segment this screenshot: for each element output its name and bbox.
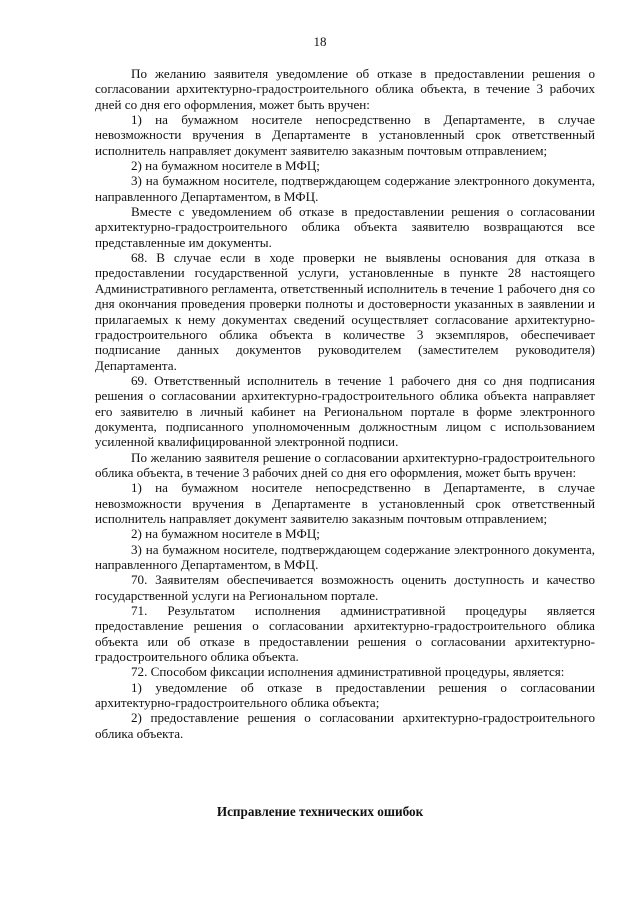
paragraph-72: 72. Способом фиксации исполнения административной процедуры, является: <box>131 664 565 680</box>
paragraph-option-1: 1) на бумажном носителе непосредственно в Департаменте, в случае невозможности вручения в Департаменте в установленный срок ответственный исполнитель направляет документ заявителю заказным почтовым отправлением; <box>95 112 595 158</box>
paragraph-option-2-repeat: 2) на бумажном носителе в МФЦ; <box>131 526 320 542</box>
paragraph-option-3: 3) на бумажном носителе, подтверждающем содержание электронного документа, направленного Департаментом, в МФЦ. <box>95 173 595 204</box>
document-body <box>95 66 595 741</box>
paragraph-option-3-repeat: 3) на бумажном носителе, подтверждающем содержание электронного документа, направленного Департаментом, в МФЦ. <box>95 541 595 572</box>
section-heading: Исправление технических ошибок <box>216 804 424 819</box>
paragraph-72-item-2: 2) предоставление решения о согласовании архитектурно-градостроительного облика объекта. <box>95 710 595 741</box>
paragraph-decision-delivery: По желанию заявителя решение о согласовании архитектурно-градостроительного облика объекта, в течение 3 рабочих дней со дня его оформления, может быть вручен: <box>95 449 595 480</box>
paragraph-option-1-repeat: 1) на бумажном носителе непосредственно в Департаменте, в случае невозможности вручения в Департаменте в установленный срок ответственный исполнитель направляет документ заявителю заказным почтовым отправлением; <box>95 480 595 526</box>
paragraph-69: 69. Ответственный исполнитель в течение 1 рабочего дня со дня подписания решения о согласовании архитектурно-градостроительного облика объекта направляет его заявителю в личный кабинет на Региональном портале в форме электронного документа, подписанного уполномоченным должностным лицом с использованием усиленной квалифицированной электронной подписи. <box>95 372 595 450</box>
paragraph-option-2: 2) на бумажном носителе в МФЦ; <box>131 158 320 174</box>
page-number: 18 <box>313 34 327 49</box>
paragraph-notice-delivery: По желанию заявителя уведомление об отказе в предоставлении решения о согласовании архитектурно-градостроительного облика объекта, в течение 3 рабочих дней со дня его оформления, может быть вручен: <box>95 66 595 112</box>
paragraph-71: 71. Результатом исполнения административной процедуры является предоставление решения о согласовании архитектурно-градостроительного облика объекта или об отказе в предоставлении решения о согласовании архитектурно-градостроительного облика объекта. <box>95 603 595 665</box>
paragraph-documents-returned: Вместе с уведомлением об отказе в предоставлении решения о согласовании архитектурно-градостроительного облика объекта заявителю возвращаются все представленные им документы. <box>95 204 595 250</box>
paragraph-70: 70. Заявителям обеспечивается возможность оценить доступность и качество государственной услуги на Региональном портале. <box>95 572 595 603</box>
paragraph-72-item-1: 1) уведомление об отказе в предоставлении решения о согласовании архитектурно-градостроительного облика объекта; <box>95 679 595 711</box>
paragraph-68: 68. В случае если в ходе проверки не выявлены основания для отказа в предоставлении государственной услуги, установленные в пункте 28 настоящего Административного регламента, ответственный исполнитель в течение 1 рабочего дня со дня окончания проведения проверки полноты и достоверности указанных в заявлении и прилагаемых к нему документах сведений осуществляет согласование архитектурно-градостроительного облика объекта в количестве 3 экземпляров, обеспечивает подписание данных документов руководителем (заместителем руководителя) Департамента. <box>95 250 595 373</box>
